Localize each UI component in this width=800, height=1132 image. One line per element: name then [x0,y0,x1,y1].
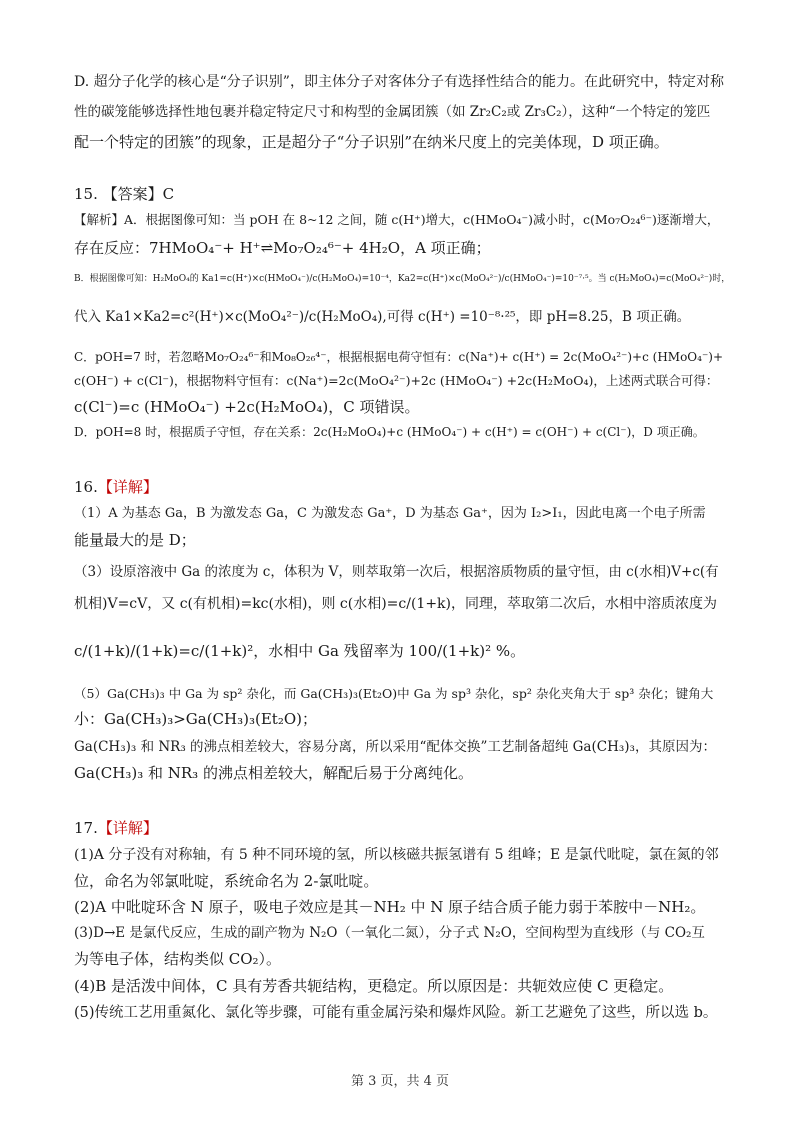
page-footer: 第 3 页，共 4 页 [350,1074,450,1089]
text-line: D．pOH=8 时，根据质子守恒，存在关系：2c(H₂MoO₄)+c (HMoO₄⁻) + c(H⁺) = c(OH⁻) + c(Cl⁻)，D 项正确。 [74,425,705,439]
text-line: 为等电子体，结构类似 CO₂）。 [74,950,282,968]
text-line: B．根据图像可知：H₂MoO₄的 Ka1=c(H⁺)×c(HMoO₄⁻)/c(H₂MoO₄)=10⁻⁴，Ka2=c(H⁺)×c(MoO₄²⁻)/c(HMoO₄⁻)=10⁻⁷·⁵。当 c(H₂MoO₄)=c(MoO₄²⁻)时， [74,274,731,284]
detail-tag: 【详解】 [97,819,158,837]
text-line: C．pOH=7 时，若忽略Mo₇O₂₄⁶⁻和Mo₈O₂₆⁴⁻，根据根据电荷守恒有：c(Na⁺)+ c(H⁺) = 2c(MoO₄²⁻)+c (HMoO₄⁻)+ [74,350,724,364]
q17-heading [74,817,726,839]
question-number: 17. [74,819,98,837]
text-line: （1）A 为基态 Ga，B 为激发态 Ga，C 为激发态 Ga⁺，D 为基态 Ga⁺，因为 I₂>I₁，因此电离一个电子所需 [74,506,706,521]
text-line: c(Cl⁻)=c (HMoO₄⁻) +2c(H₂MoO₄)，C 项错误。 [74,398,420,416]
text-line: D. 超分子化学的核心是“分子识别”，即主体分子对客体分子有选择性结合的能力。在此研究中，特定对称 [74,74,724,90]
text-line: 【解析】A．根据图像可知：当 pOH 在 8~12 之间，随 c(H⁺)增大，c(HMoO₄⁻)减小时，c(Mo₇O₂₄⁶⁻)逐渐增大， [74,212,720,227]
text-line: (2)A 中吡啶环含 N 原子，吸电子效应是其－NH₂ 中 N 原子结合质子能力弱于苯胺中－NH₂。 [74,898,706,916]
detail-tag: 【详解】 [97,478,158,496]
q15-heading: 15. 【答案】C [74,185,175,203]
text-line: Ga(CH₃)₃ 和 NR₃ 的沸点相差较大，解配后易于分离纯化。 [74,764,473,782]
text-line: 位，命名为邻氯吡啶，系统命名为 2-氯吡啶。 [74,872,379,890]
text-line: Ga(CH₃)₃ 和 NR₃ 的沸点相差较大，容易分离，所以采用“配体交换”工艺制备超纯 Ga(CH₃)₃，其原因为： [74,739,716,755]
text-line: 配一个特定的团簇”的现象，正是超分子“分子识别”在纳米尺度上的完美体现，D 项正确。 [74,133,669,151]
text-line: 小：Ga(CH₃)₃>Ga(CH₃)₃(Et₂O)； [74,710,317,728]
question-number: 16. [74,478,98,496]
text-line: 机相)V=cV，又 c(有机相)=kc(水相)，则 c(水相)=c/(1+k)，同理，萃取第二次后，水相中溶质浓度为 [74,596,717,612]
text-line: (3)D→E 是氯代反应，生成的副产物为 N₂O（一氧化二氮），分子式 N₂O，空间构型为直线形（与 CO₂互 [74,925,705,941]
text-line: (5)传统工艺用重氮化、氯化等步骤，可能有重金属污染和爆炸风险。新工艺避免了这些，所以选 b。 [74,1005,718,1021]
text-line: 性的碳笼能够选择性地包裹并稳定特定尺寸和构型的金属团簇（如 Zr₂C₂或 Zr₃C₂），这种“一个特定的笼匹 [74,104,711,120]
text-line: c(OH⁻) + c(Cl⁻)，根据物料守恒有：c(Na⁺)=2c(MoO₄²⁻)+2c (HMoO₄⁻) +2c(H₂MoO₄)，上述两式联合可得： [74,373,719,388]
text-line: 能量最大的是 D； [74,531,196,549]
text-line: (4)B 是活泼中间体，C 具有芳香共轭结构，更稳定。所以原因是：共轭效应使 C 更稳定。 [74,977,674,995]
text-line: （5）Ga(CH₃)₃ 中 Ga 为 sp² 杂化，而 Ga(CH₃)₃(Et₂O)中 Ga 为 sp³ 杂化，sp² 杂化夹角大于 sp³ 杂化；键角大 [74,686,714,701]
text-line: c/(1+k)/(1+k)=c/(1+k)²，水相中 Ga 残留率为 100/(1+k)² %。 [74,642,526,660]
text-line: 代入 Ka1×Ka2=c²(H⁺)×c(MoO₄²⁻)/c(H₂MoO₄),可得 c(H⁺) =10⁻⁸·²⁵，即 pH=8.25，B 项正确。 [74,309,691,325]
q16-heading [74,476,726,498]
text-line: 存在反应：7HMoO₄⁻+ H⁺⇌Mo₇O₂₄⁶⁻+ 4H₂O，A 项正确； [74,239,491,257]
text-line: （3）设原溶液中 Ga 的浓度为 c，体积为 V，则萃取第一次后，根据溶质物质的量守恒，由 c(水相)V+c(有 [74,564,719,580]
text-line: (1)A 分子没有对称轴，有 5 种不同环境的氢，所以核磁共振氢谱有 5 组峰；E 是氯代吡啶，氯在氮的邻 [74,847,719,863]
